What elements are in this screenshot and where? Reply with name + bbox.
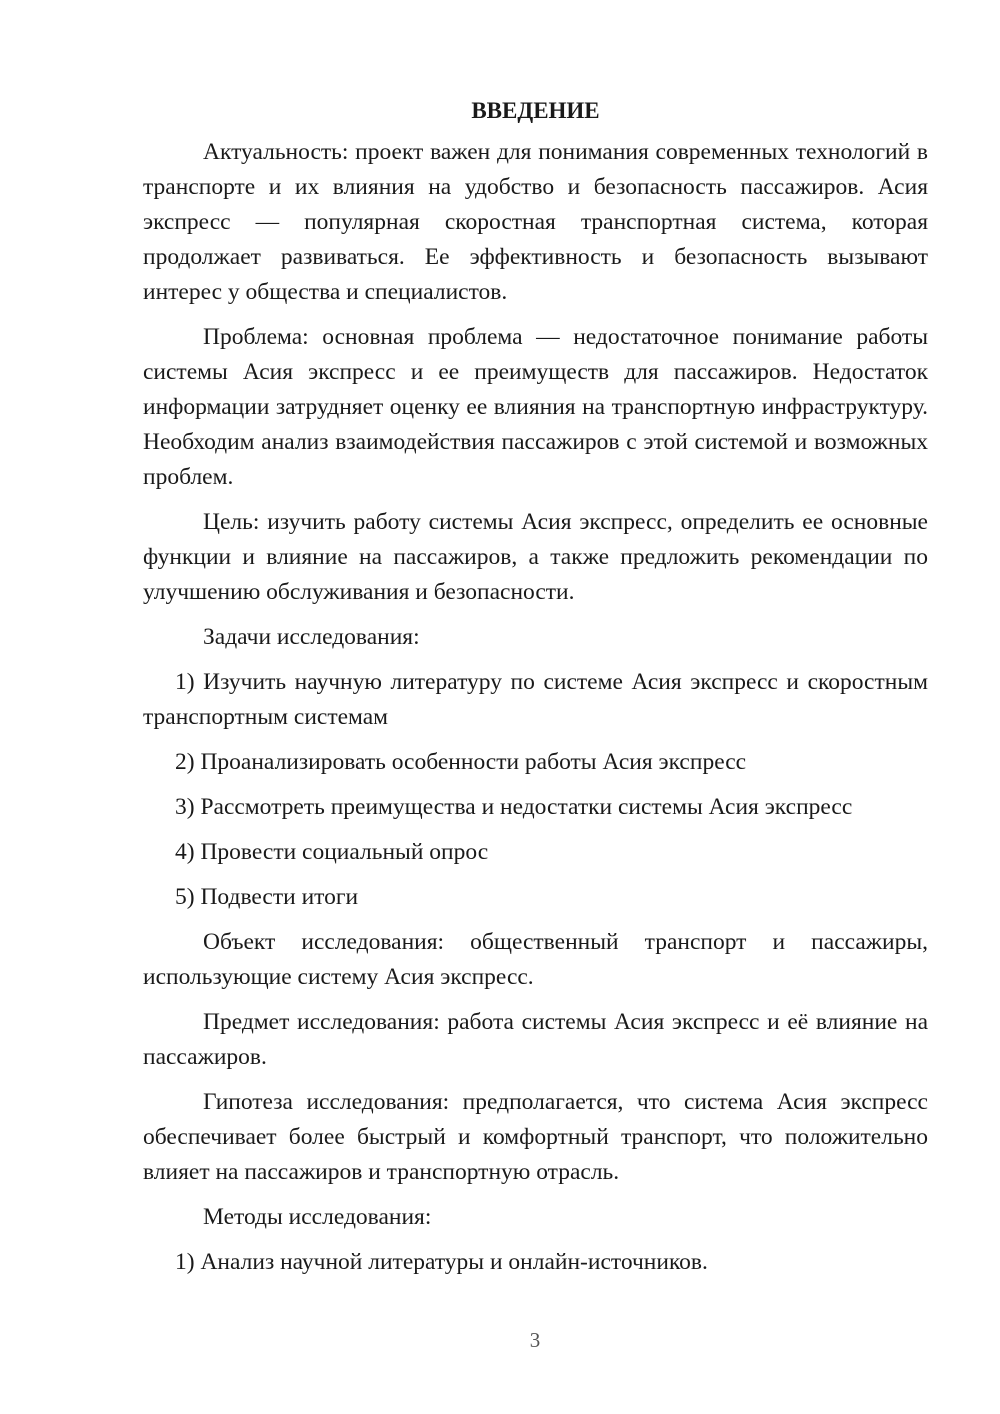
goal-paragraph: Цель: изучить работу системы Асия экспресс, определить ее основные функции и влияние на пассажиров, а также предложить рекомендации по улучшению обслуживания и безопасности. bbox=[143, 509, 928, 605]
relevance-paragraph: Актуальность: проект важен для понимания современных технологий в транспорте и их влияния на удобство и безопасность пассажиров. Асия экспресс — популярная скоростная транспортная система, которая продолжает развиваться. Ее эффективность и безопасность вызывают интерес у общества и специалистов. bbox=[143, 139, 928, 305]
hypothesis-paragraph: Гипотеза исследования: предполагается, что система Асия экспресс обеспечивает более быстрый и комфортный транспорт, что положительно влияет на пассажиров и транспортную отрасль. bbox=[143, 1089, 928, 1185]
section-heading: ВВЕДЕНИЕ bbox=[471, 98, 600, 123]
task-item-1: 1) Изучить научную литературу по системе Асия экспресс и скоростным транспортным системам bbox=[143, 669, 928, 730]
page-number: 3 bbox=[529, 1328, 541, 1352]
task-item-3: 3) Рассмотреть преимущества и недостатки системы Асия экспресс bbox=[175, 794, 853, 820]
page-content bbox=[143, 96, 928, 1290]
task-item-2: 2) Проанализировать особенности работы Асия экспресс bbox=[175, 749, 747, 775]
task-item-5: 5) Подвести итоги bbox=[175, 884, 359, 910]
task-item-4: 4) Провести социальный опрос bbox=[175, 839, 489, 865]
tasks-heading: Задачи исследования: bbox=[203, 624, 420, 650]
object-paragraph: Объект исследования: общественный транспорт и пассажиры, использующие систему Асия экспресс. bbox=[143, 929, 928, 990]
problem-paragraph: Проблема: основная проблема — недостаточное понимание работы системы Асия экспресс и ее преимуществ для пассажиров. Недостаток информации затрудняет оценку ее влияния на транспортную инфраструктуру. Необходим анализ взаимодействия пассажиров с этой системой и возможных проблем. bbox=[143, 324, 928, 490]
method-item-1: 1) Анализ научной литературы и онлайн-источников. bbox=[175, 1249, 708, 1275]
subject-paragraph: Предмет исследования: работа системы Асия экспресс и её влияние на пассажиров. bbox=[143, 1009, 928, 1070]
methods-heading: Методы исследования: bbox=[203, 1204, 432, 1230]
